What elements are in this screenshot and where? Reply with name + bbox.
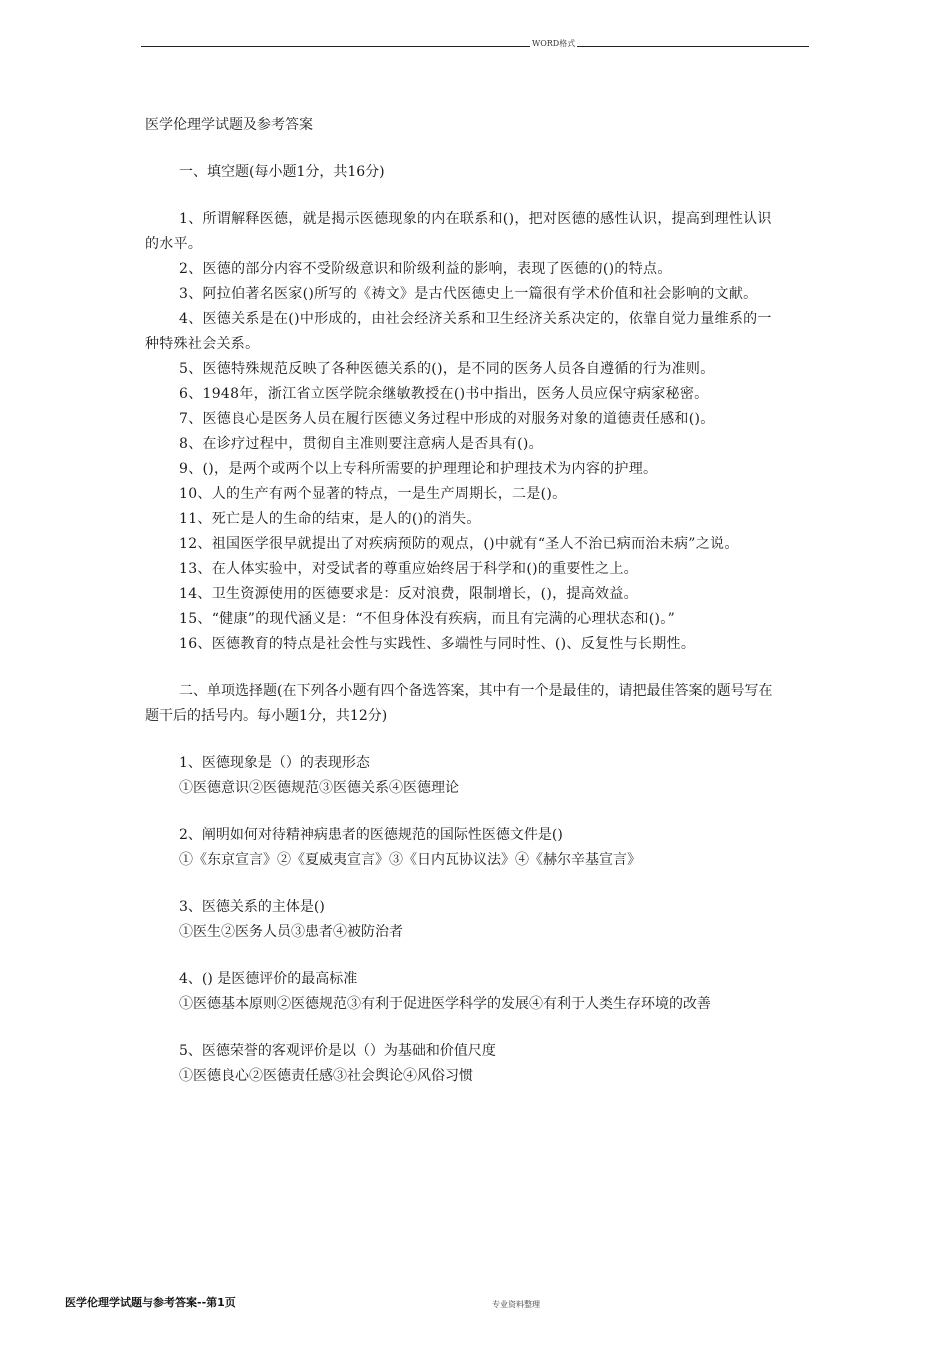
mcq-question xyxy=(145,967,785,1017)
mcq-question xyxy=(145,823,785,873)
mcq-question xyxy=(145,895,785,945)
mcq-options: ①医德意识②医德规范③医德关系④医德理论 xyxy=(179,780,459,796)
mcq-question xyxy=(145,1039,785,1089)
mcq-stem: 4、() 是医德评价的最高标准 xyxy=(179,971,358,987)
mcq-stem: 2、阐明如何对待精神病患者的医德规范的国际性医德文件是() xyxy=(179,827,563,843)
fill-blank-item: 8、在诊疗过程中，贯彻自主准则要注意病人是否具有()。 xyxy=(179,436,543,452)
fill-blank-item: 9、()，是两个或两个以上专科所需要的护理理论和护理技术为内容的护理。 xyxy=(179,461,658,477)
mcq-options: ①医德基本原则②医德规范③有利于促进医学科学的发展④有利于人类生存环境的改善 xyxy=(179,996,711,1012)
fill-blank-list xyxy=(145,207,785,657)
mcq-options: ①《东京宣言》②《夏威夷宣言》③《日内瓦协议法》④《赫尔辛基宣言》 xyxy=(179,852,641,868)
mcq-stem: 1、医德现象是（）的表现形态 xyxy=(179,755,370,771)
document-body xyxy=(145,112,785,1089)
fill-blank-item: 13、在人体实验中，对受试者的尊重应始终居于科学和()的重要性之上。 xyxy=(179,561,638,577)
fill-blank-item: 4、医德关系是在()中形成的，由社会经济关系和卫生经济关系决定的，依靠自觉力量维系的一种特殊社会关系。 xyxy=(145,311,772,352)
mcq-stem: 3、医德关系的主体是() xyxy=(179,899,325,915)
mcq-stem: 5、医德荣誉的客观评价是以（）为基础和价值尺度 xyxy=(179,1043,496,1059)
mcq-options: ①医德良心②医德责任感③社会舆论④风俗习惯 xyxy=(179,1068,473,1084)
fill-blank-item: 15、“健康”的现代涵义是：“不但身体没有疾病，而且有完满的心理状态和()。” xyxy=(179,611,676,627)
fill-blank-item: 2、医德的部分内容不受阶级意识和阶级利益的影响，表现了医德的()的特点。 xyxy=(179,261,672,277)
fill-blank-item: 1、所谓解释医德，就是揭示医德现象的内在联系和()，把对医德的感性认识，提高到理性认识的水平。 xyxy=(145,211,772,252)
footer-center-label: 专业资料整理 xyxy=(492,1300,540,1309)
document-title: 医学伦理学试题及参考答案 xyxy=(145,117,313,133)
header-rule xyxy=(141,46,809,47)
fill-blank-item: 11、死亡是人的生命的结束，是人的()的消失。 xyxy=(179,511,481,527)
section2-heading: 二、单项选择题(在下列各小题有四个备选答案，其中有一个是最佳的，请把最佳答案的题号写在题干后的括号内。每小题1分，共12分) xyxy=(145,683,773,724)
fill-blank-item: 12、祖国医学很早就提出了对疾病预防的观点，()中就有“圣人不治已病而治未病”之说。 xyxy=(179,536,739,552)
fill-blank-item: 7、医德良心是医务人员在履行医德义务过程中形成的对服务对象的道德责任感和()。 xyxy=(179,411,715,427)
header-label: WORD格式 xyxy=(532,39,576,48)
fill-blank-item: 14、卫生资源使用的医德要求是：反对浪费，限制增长，()，提高效益。 xyxy=(179,586,638,602)
fill-blank-item: 6、1948年，浙江省立医学院余继敏教授在()书中指出，医务人员应保守病家秘密。 xyxy=(179,386,709,402)
section1-heading: 一、填空题(每小题1分，共16分) xyxy=(179,164,385,180)
fill-blank-item: 3、阿拉伯著名医家()所写的《祷文》是古代医德史上一篇很有学术价值和社会影响的文献。 xyxy=(179,286,758,302)
footer-page-label: 医学伦理学试题与参考答案--第1页 xyxy=(65,1296,236,1309)
fill-blank-item: 10、人的生产有两个显著的特点，一是生产周期长，二是()。 xyxy=(179,486,567,502)
mcq-question xyxy=(145,751,785,801)
fill-blank-item: 5、医德特殊规范反映了各种医德关系的()，是不同的医务人员各自遵循的行为准则。 xyxy=(179,361,715,377)
fill-blank-item: 16、医德教育的特点是社会性与实践性、多端性与同时性、()、反复性与长期性。 xyxy=(179,636,696,652)
mcq-options: ①医生②医务人员③患者④被防治者 xyxy=(179,924,403,940)
